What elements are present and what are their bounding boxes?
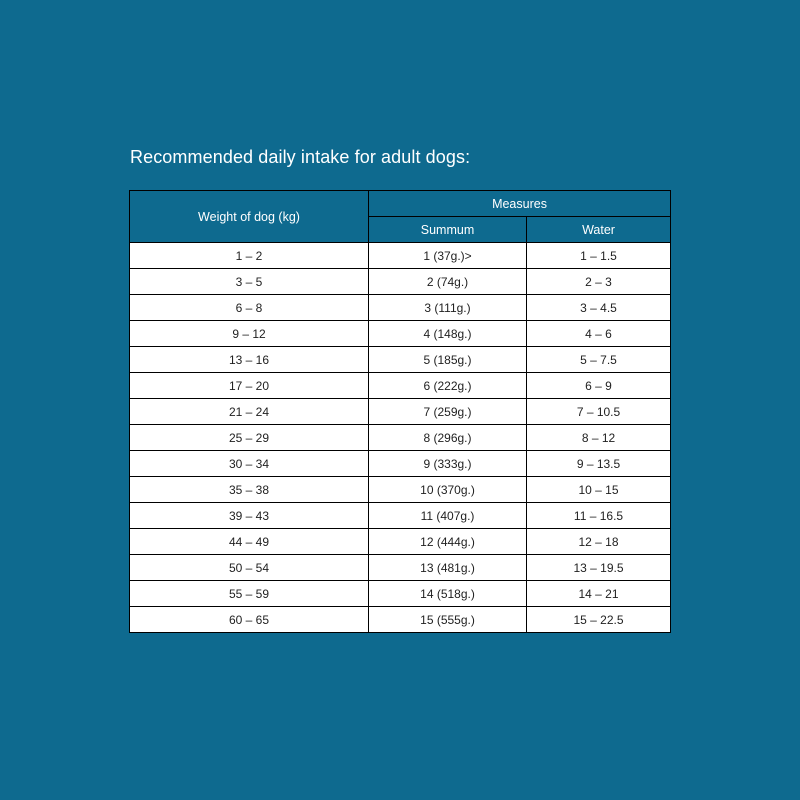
cell-water: 1 – 1.5 (527, 243, 671, 269)
cell-water: 11 – 16.5 (527, 503, 671, 529)
header-row (130, 191, 671, 217)
table-row (130, 399, 671, 425)
table-body (130, 243, 671, 633)
cell-weight: 21 – 24 (130, 399, 369, 425)
cell-weight: 35 – 38 (130, 477, 369, 503)
cell-water: 6 – 9 (527, 373, 671, 399)
cell-weight: 1 – 2 (130, 243, 369, 269)
cell-water: 4 – 6 (527, 321, 671, 347)
table-header (130, 191, 671, 243)
cell-summum: 8 (296g.) (369, 425, 527, 451)
table-row (130, 425, 671, 451)
cell-summum: 6 (222g.) (369, 373, 527, 399)
cell-water: 12 – 18 (527, 529, 671, 555)
cell-water: 7 – 10.5 (527, 399, 671, 425)
header-summum: Summum (369, 217, 527, 243)
cell-summum: 11 (407g.) (369, 503, 527, 529)
table-row (130, 581, 671, 607)
cell-water: 2 – 3 (527, 269, 671, 295)
cell-weight: 13 – 16 (130, 347, 369, 373)
cell-weight: 44 – 49 (130, 529, 369, 555)
cell-water: 10 – 15 (527, 477, 671, 503)
cell-weight: 3 – 5 (130, 269, 369, 295)
table-row (130, 295, 671, 321)
table-row (130, 347, 671, 373)
cell-summum: 1 (37g.)> (369, 243, 527, 269)
cell-weight: 30 – 34 (130, 451, 369, 477)
cell-summum: 14 (518g.) (369, 581, 527, 607)
intake-table (129, 190, 671, 633)
cell-water: 3 – 4.5 (527, 295, 671, 321)
cell-summum: 10 (370g.) (369, 477, 527, 503)
table-row (130, 243, 671, 269)
cell-weight: 55 – 59 (130, 581, 369, 607)
table-row (130, 451, 671, 477)
cell-summum: 15 (555g.) (369, 607, 527, 633)
table-row (130, 607, 671, 633)
cell-water: 14 – 21 (527, 581, 671, 607)
cell-summum: 12 (444g.) (369, 529, 527, 555)
cell-weight: 6 – 8 (130, 295, 369, 321)
cell-summum: 3 (111g.) (369, 295, 527, 321)
page-title: Recommended daily intake for adult dogs: (130, 147, 471, 167)
table-row (130, 373, 671, 399)
cell-weight: 25 – 29 (130, 425, 369, 451)
cell-water: 9 – 13.5 (527, 451, 671, 477)
cell-summum: 2 (74g.) (369, 269, 527, 295)
cell-weight: 9 – 12 (130, 321, 369, 347)
cell-water: 15 – 22.5 (527, 607, 671, 633)
cell-water: 8 – 12 (527, 425, 671, 451)
cell-water: 5 – 7.5 (527, 347, 671, 373)
cell-weight: 50 – 54 (130, 555, 369, 581)
header-weight: Weight of dog (kg) (130, 191, 369, 243)
cell-weight: 17 – 20 (130, 373, 369, 399)
cell-summum: 5 (185g.) (369, 347, 527, 373)
cell-summum: 9 (333g.) (369, 451, 527, 477)
table-row (130, 503, 671, 529)
cell-summum: 7 (259g.) (369, 399, 527, 425)
cell-water: 13 – 19.5 (527, 555, 671, 581)
cell-summum: 13 (481g.) (369, 555, 527, 581)
header-measures: Measures (369, 191, 671, 217)
cell-weight: 39 – 43 (130, 503, 369, 529)
table-row (130, 555, 671, 581)
cell-summum: 4 (148g.) (369, 321, 527, 347)
header-water: Water (527, 217, 671, 243)
table-row (130, 477, 671, 503)
table-row (130, 269, 671, 295)
table-row (130, 321, 671, 347)
cell-weight: 60 – 65 (130, 607, 369, 633)
table-row (130, 529, 671, 555)
